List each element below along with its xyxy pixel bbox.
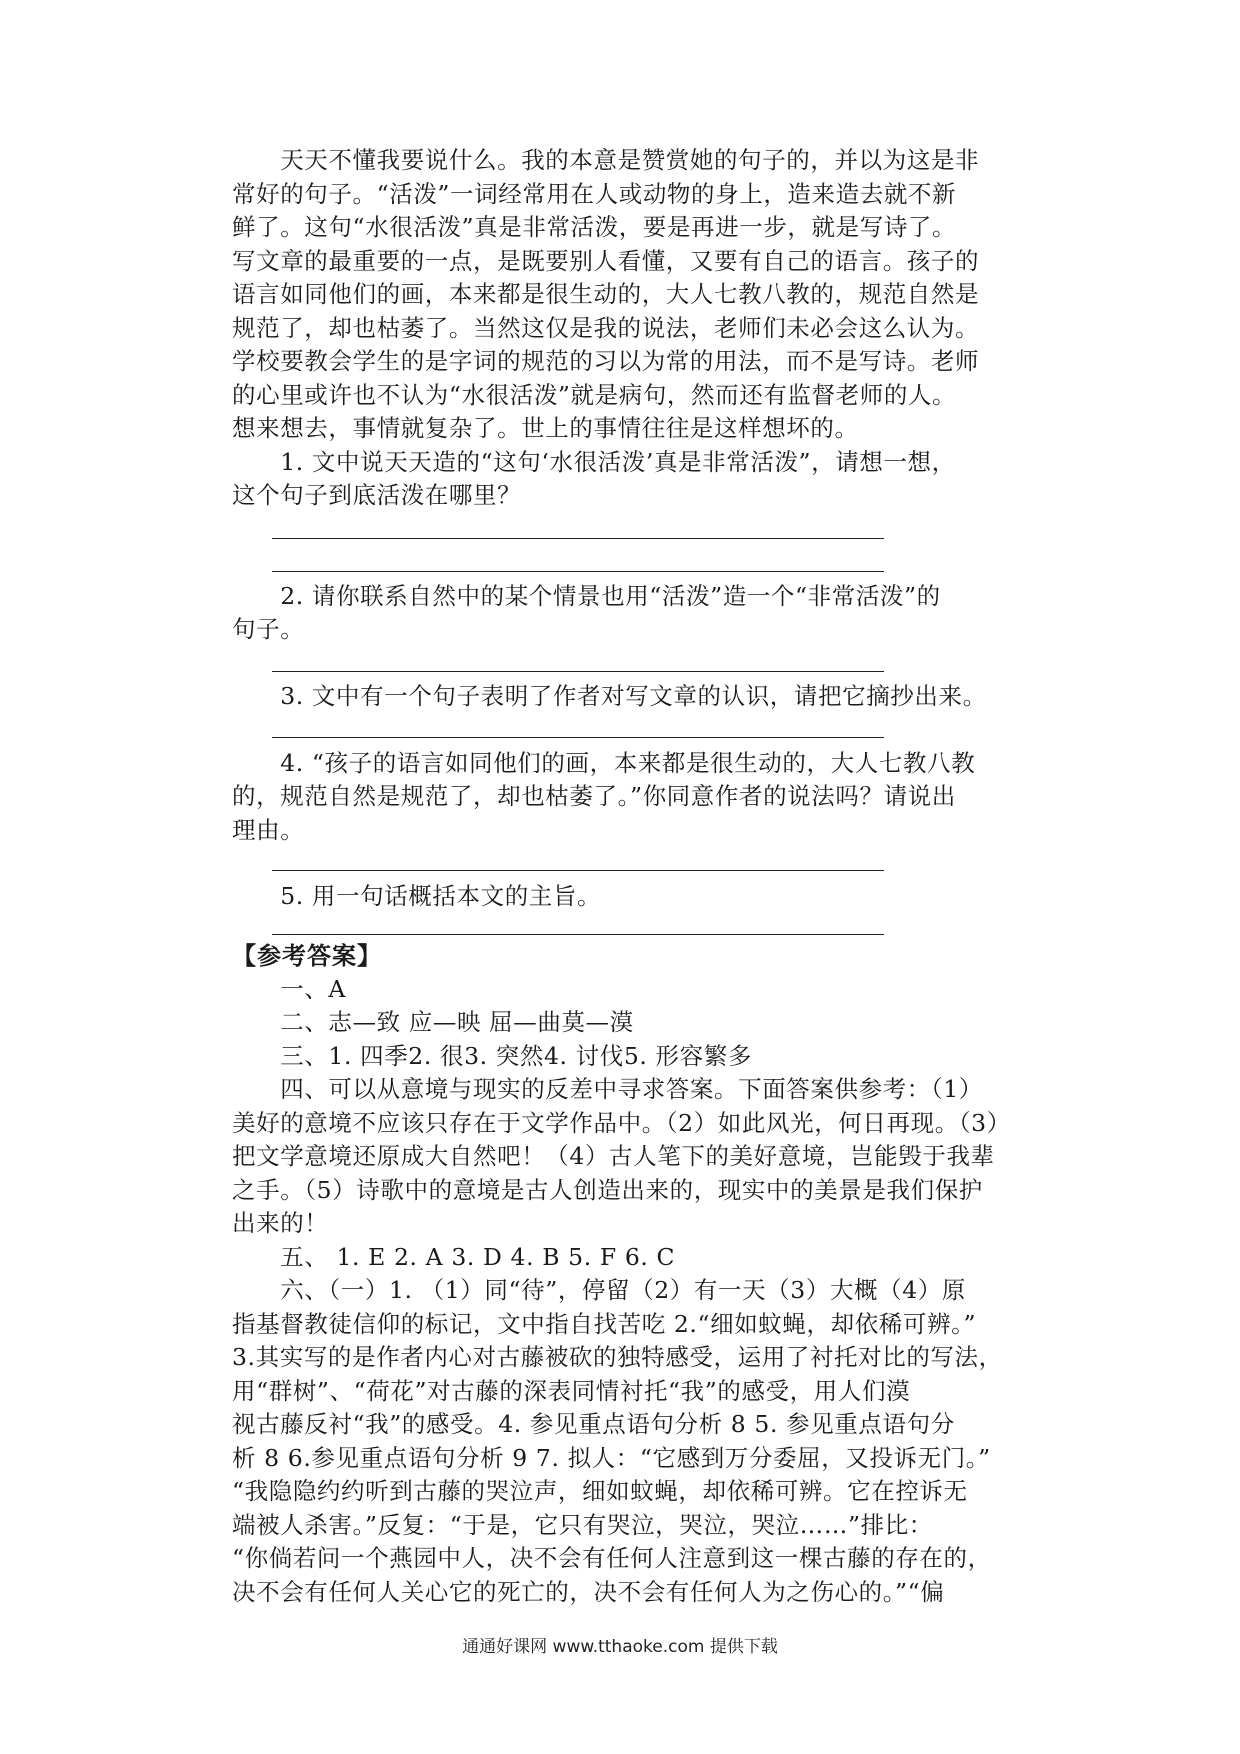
passage-line: 学校要教会学生的是字词的规范的习以为常的用法，而不是写诗。老师 (232, 347, 980, 375)
answer-line: 六、（一）1. （1）同“待”，停留（2）有一天（3）大概（4）原 (232, 1276, 966, 1304)
answer-line: 3.其实写的是作者内心对古藤被砍的独特感受，运用了衬托对比的写法， (232, 1343, 1003, 1371)
question-2-line: 句子。 (232, 615, 305, 643)
question-3-line: 3. 文中有一个句子表明了作者对写文章的认识，请把它摘抄出来。 (232, 682, 987, 710)
answer-line: 指基督教徒信仰的标记，文中指自找苦吃 2.“细如蚊蝇，却依稀可辨。” (232, 1310, 977, 1338)
answer-line: 美好的意境不应该只存在于文学作品中。（2）如此风光，何日再现。（3） (232, 1109, 1011, 1137)
passage-line: 的心里或许也不认为“水很活泼”就是病句，然而还有监督老师的人。 (232, 381, 957, 409)
answer-blank-q2[interactable] (272, 671, 884, 672)
answer-line: 用“群树”、“荷花”对古藤的深表同情衬托“我”的感受，用人们漠 (232, 1377, 911, 1405)
answer-line: 三、1. 四季2. 很3. 突然4. 讨伐5. 形容繁多 (232, 1042, 752, 1070)
answer-blank-q4[interactable] (272, 870, 884, 871)
answer-blank-q5[interactable] (272, 934, 884, 935)
answer-line: “我隐隐约约听到古藤的哭泣声，细如蚊蝇，却依稀可辨。它在控诉无 (232, 1477, 968, 1505)
question-5-line: 5. 用一句话概括本文的主旨。 (232, 882, 602, 910)
question-4-line: 理由。 (232, 816, 305, 844)
answer-line: 二、志—致 应—映 屈—曲莫—漠 (232, 1008, 634, 1036)
answer-line: 一、A (232, 975, 346, 1003)
passage-line: 天天不懂我要说什么。我的本意是赞赏她的句子的，并以为这是非 (232, 146, 980, 174)
question-4-line: 4. “孩子的语言如同他们的画，本来都是很生动的，大人七教八教 (232, 749, 976, 777)
answer-line: 出来的！ (232, 1209, 329, 1237)
question-4-line: 的，规范自然是规范了，却也枯萎了。”你同意作者的说法吗？请说出 (232, 782, 956, 810)
answer-blank-q1[interactable] (272, 571, 884, 572)
passage-line: 常好的句子。“活泼”一词经常用在人或动物的身上，造来造去就不新 (232, 180, 957, 208)
answer-line: “你倘若问一个燕园中人，决不会有任何人注意到这一棵古藤的存在的， (232, 1544, 992, 1572)
passage-line: 语言如同他们的画，本来都是很生动的，大人七教八教的，规范自然是 (232, 280, 980, 308)
passage-line: 写文章的最重要的一点，是既要别人看懂，又要有自己的语言。孩子的 (232, 247, 980, 275)
passage-line: 规范了，却也枯萎了。当然这仅是我的说法，老师们未必会这么认为。 (232, 314, 980, 342)
answer-line: 决不会有任何人关心它的死亡的，决不会有任何人为之伤心的。”“偏 (232, 1578, 945, 1606)
answer-line: 五、 1. E 2. A 3. D 4. B 5. F 6. C (232, 1243, 676, 1271)
answer-line: 之手。（5）诗歌中的意境是古人创造出来的，现实中的美景是我们保护 (232, 1176, 983, 1204)
question-1-line: 1. 文中说天天造的“这句‘水很活泼’真是非常活泼”，请想一想， (232, 448, 956, 476)
answer-line: 视古藤反衬“我”的感受。4. 参见重点语句分析 8 5. 参见重点语句分 (232, 1410, 955, 1438)
answer-line: 析 8 6.参见重点语句分析 9 7. 拟人：“它感到万分委屈，又投诉无门。” (232, 1444, 991, 1472)
question-2-line: 2. 请你联系自然中的某个情景也用“活泼”造一个“非常活泼”的 (232, 582, 941, 610)
page-footer: 通通好课网 www.tthaoke.com 提供下载 (462, 1637, 778, 1657)
answers-heading: 【参考答案】 (232, 941, 382, 970)
passage-line: 想来想去，事情就复杂了。世上的事情往往是这样想坏的。 (232, 414, 859, 442)
question-1-line: 这个句子到底活泼在哪里？ (232, 481, 522, 509)
answer-blank-q1[interactable] (272, 538, 884, 539)
answer-line: 把文学意境还原成大自然吧！（4）古人笔下的美好意境，岂能毁于我辈 (232, 1142, 995, 1170)
passage-line: 鲜了。这句“水很活泼”真是非常活泼，要是再进一步，就是写诗了。 (232, 213, 957, 241)
answer-blank-q3[interactable] (272, 737, 884, 738)
answer-line: 端被人杀害。”反复：“于是，它只有哭泣，哭泣，哭泣……”排比： (232, 1511, 933, 1539)
answer-line: 四、可以从意境与现实的反差中寻求答案。下面答案供参考：（1） (232, 1075, 983, 1103)
